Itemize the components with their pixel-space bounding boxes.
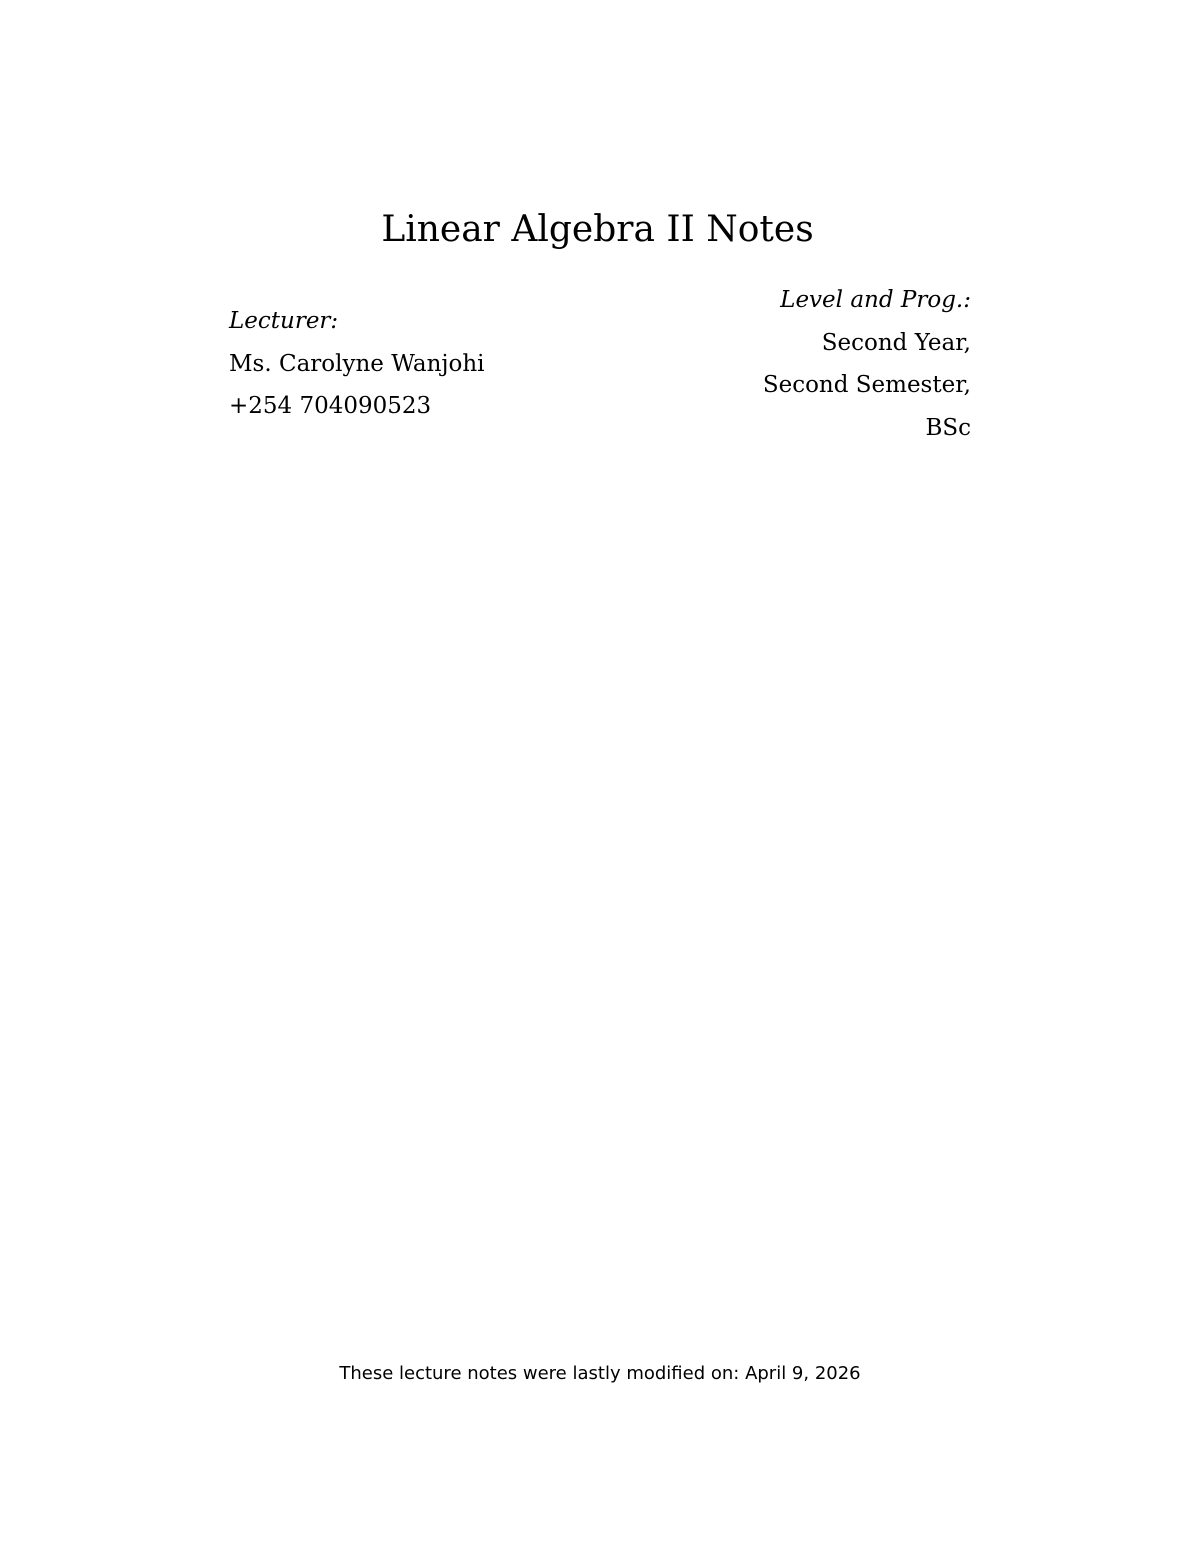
- level-semester: Second Semester,: [762, 372, 971, 398]
- document-title: Linear Algebra II Notes: [381, 209, 814, 250]
- level-program-block: [551, 279, 971, 449]
- level-program-label: Level and Prog.:: [780, 287, 971, 313]
- level-year: Second Year,: [821, 329, 971, 356]
- level-programme: BSc: [925, 414, 971, 441]
- modified-date-note: These lecture notes were lastly modified on: April 9, 2026: [339, 1363, 861, 1384]
- lecturer-name: Ms. Carolyne Wanjohi: [229, 350, 485, 377]
- lecturer-phone: +254 704090523: [229, 393, 432, 419]
- lecturer-label: Lecturer:: [229, 308, 339, 334]
